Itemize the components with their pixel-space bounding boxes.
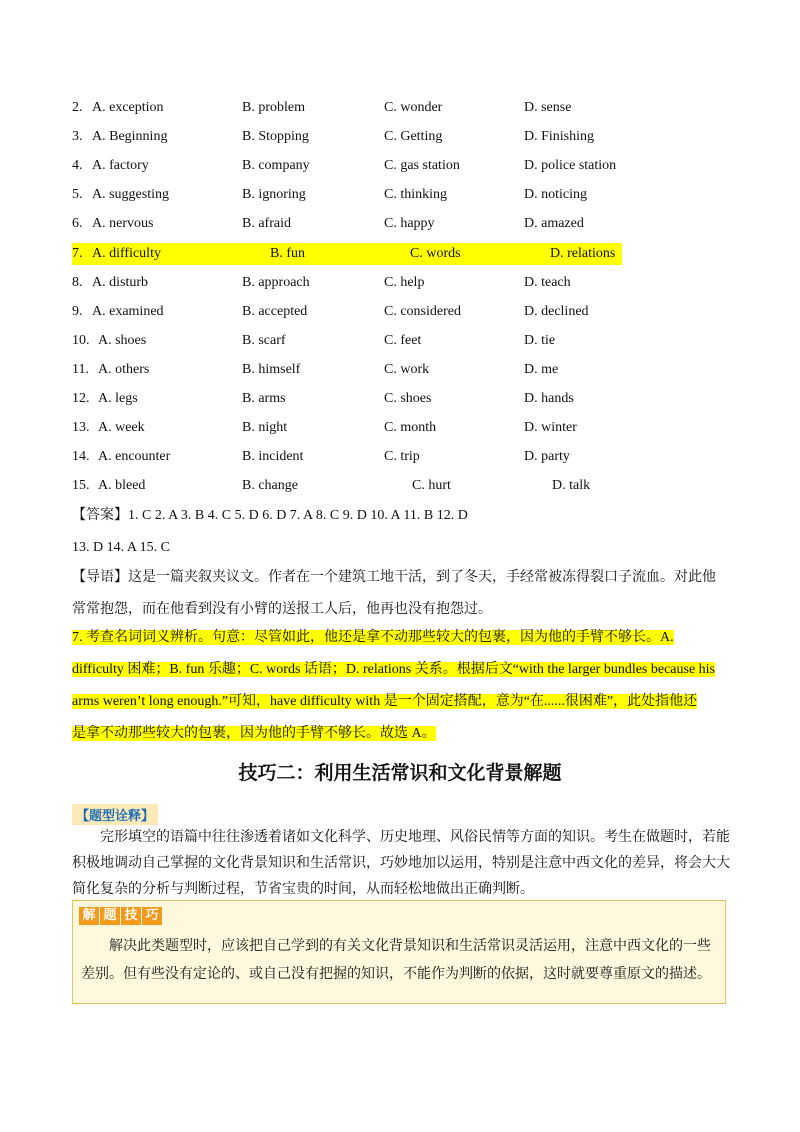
- answer-key-line-2: 13. D 14. A 15. C: [72, 540, 171, 555]
- question-number: 9.: [72, 303, 83, 319]
- tip-badge: 技: [121, 907, 141, 925]
- option-d: D. party: [524, 449, 570, 465]
- option-b: B. incident: [242, 449, 304, 465]
- option-b: B. fun: [270, 245, 305, 261]
- question-number: 10.: [72, 332, 90, 348]
- option-b: B. arms: [242, 391, 286, 406]
- explanation-line-2: difficulty 困难；B. fun 乐趣；C. words 话语；D. relations 关系。根据后文“with the larger bundles because his: [72, 662, 716, 677]
- option-a: A. bleed: [98, 478, 146, 494]
- guide-line-1: 【导语】这是一篇夹叙夹议文。作者在一个建筑工地干活，到了冬天，手经常被冻得裂口子流血。对此他: [72, 570, 716, 585]
- intro-paragraph: 完形填空的语篇中往往渗透着诸如文化科学、历史地理、风俗民情等方面的知识。考生在做题时，若能积极地调动自己掌握的文化背景知识和生活常识，巧妙地加以运用，特别是注意中西文化的差异，将会大大简化复杂的分析与判断过程，节省宝贵的时间，从而轻松地做出正确判断。: [72, 830, 730, 897]
- option-b: B. Stopping: [242, 129, 309, 145]
- explanation-line-3: arms weren’t long enough.”可知，have difficulty with 是一个固定搭配，意为“在......很困难”，此处指他还: [72, 694, 698, 709]
- option-b: B. afraid: [242, 216, 291, 232]
- option-a: A. week: [98, 420, 145, 436]
- option-a: A. nervous: [92, 216, 154, 232]
- question-number: 13.: [72, 420, 90, 436]
- option-b: B. himself: [242, 361, 301, 377]
- option-a: A. disturb: [92, 274, 148, 290]
- option-c: C. shoes: [384, 391, 432, 406]
- option-b: B. approach: [242, 274, 310, 290]
- option-d: D. winter: [524, 420, 577, 436]
- option-d: D. noticing: [524, 187, 587, 203]
- option-d: D. relations: [550, 245, 616, 261]
- option-c: C. help: [384, 274, 425, 290]
- question-number: 3.: [72, 129, 83, 145]
- question-number: 14.: [72, 449, 90, 465]
- option-b: B. scarf: [242, 332, 286, 348]
- option-c: C. gas station: [384, 158, 460, 174]
- option-b: B. company: [242, 158, 310, 174]
- option-d: D. declined: [524, 303, 589, 319]
- question-type-tag: 【题型诠释】: [72, 804, 158, 825]
- option-d: D. police station: [524, 158, 617, 174]
- option-c: C. considered: [384, 303, 461, 319]
- guide-paragraph: [72, 562, 732, 626]
- answer-key: [72, 500, 732, 564]
- option-b: B. accepted: [242, 303, 308, 319]
- question-number: 8.: [72, 274, 83, 290]
- tip-badges: [79, 907, 162, 925]
- question-number: 4.: [72, 158, 83, 174]
- question-number: 15.: [72, 478, 90, 494]
- option-b: B. ignoring: [242, 187, 306, 203]
- question-number: 12.: [72, 391, 90, 406]
- question-number: 6.: [72, 216, 83, 232]
- explanation-paragraph: [72, 622, 732, 750]
- option-d: D. me: [524, 361, 559, 377]
- question-row: [72, 243, 622, 265]
- option-c: C. month: [384, 420, 437, 436]
- option-c: C. happy: [384, 216, 435, 232]
- option-d: D. tie: [524, 332, 556, 348]
- option-d: D. sense: [524, 100, 572, 115]
- option-d: D. Finishing: [524, 129, 595, 145]
- option-c: C. feet: [384, 332, 422, 348]
- option-a: A. exception: [92, 100, 164, 115]
- option-a: A. others: [98, 361, 150, 377]
- option-b: B. night: [242, 420, 288, 436]
- section-title: 技巧二：利用生活常识和文化背景解题: [238, 762, 562, 784]
- option-c: C. hurt: [412, 478, 451, 494]
- tip-badge: 解: [79, 907, 99, 925]
- option-c: C. trip: [384, 449, 420, 465]
- explanation-line-4: 是拿不动那些较大的包裹，因为他的手臂不够长。故选 A。: [72, 726, 436, 741]
- guide-line-2: 常常抱怨，而在他看到没有小臂的送报工人后，他再也没有抱怨过。: [72, 602, 492, 617]
- option-a: A. difficulty: [92, 245, 161, 261]
- option-a: A. encounter: [98, 449, 171, 465]
- option-c: C. wonder: [384, 100, 443, 115]
- option-c: C. work: [384, 361, 430, 377]
- option-c: C. Getting: [384, 129, 443, 145]
- answer-key-line-1: 【答案】1. C 2. A 3. B 4. C 5. D 6. D 7. A 8. C 9. D 10. A 11. B 12. D: [72, 508, 468, 523]
- option-b: B. problem: [242, 100, 305, 115]
- tip-text: 解决此类题型时，应该把自己学到的有关文化背景知识和生活常识灵活运用，注意中西文化的一些差别。但有些没有定论的、或自己没有把握的知识，不能作为判断的依据，这时就要尊重原文的描述。: [81, 939, 711, 982]
- option-a: A. examined: [92, 303, 164, 319]
- option-a: A. factory: [92, 158, 149, 174]
- question-number: 7.: [72, 245, 83, 261]
- question-number: 5.: [72, 187, 83, 203]
- question-number: 2.: [72, 100, 83, 115]
- option-c: C. thinking: [384, 187, 448, 203]
- question-number: 11.: [72, 361, 89, 377]
- tip-badge: 题: [100, 907, 120, 925]
- option-d: D. amazed: [524, 216, 584, 232]
- option-d: D. talk: [552, 478, 591, 494]
- option-c: C. words: [410, 245, 461, 261]
- option-a: A. legs: [98, 391, 138, 406]
- option-a: A. suggesting: [92, 187, 169, 203]
- explanation-line-1: 7. 考查名词词义辨析。句意：尽管如此，他还是拿不动那些较大的包裹，因为他的手臂不够长。A.: [72, 630, 674, 645]
- option-d: D. teach: [524, 274, 571, 290]
- option-a: A. shoes: [98, 332, 147, 348]
- tip-badge: 巧: [142, 907, 162, 925]
- tip-box: [72, 900, 726, 1004]
- option-b: B. change: [242, 478, 298, 494]
- option-a: A. Beginning: [92, 129, 168, 145]
- option-d: D. hands: [524, 391, 574, 406]
